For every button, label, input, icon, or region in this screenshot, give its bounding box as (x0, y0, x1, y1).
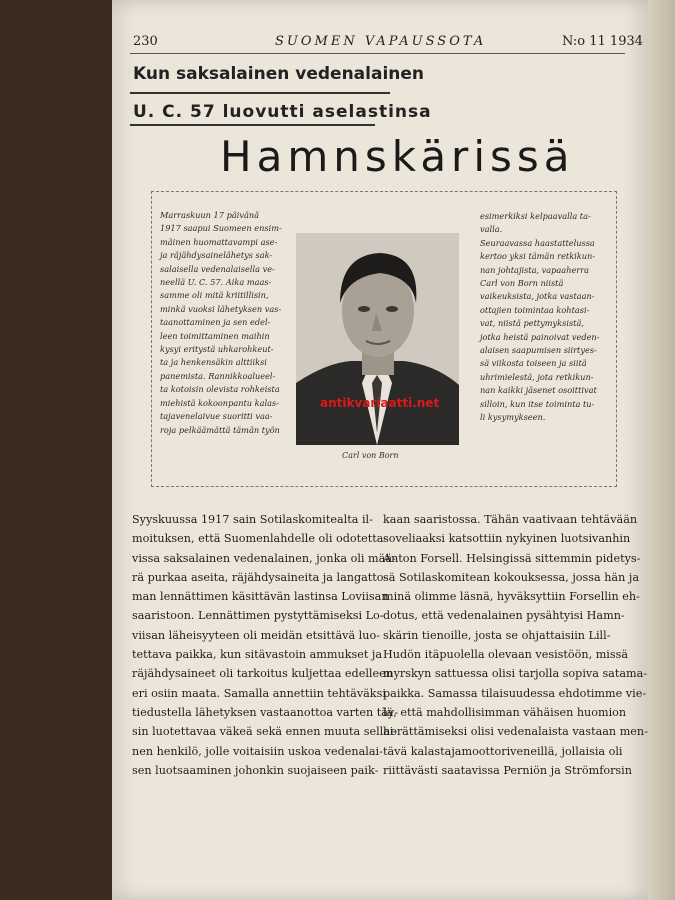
text-line: silloin, kun itse toiminta tu- (480, 398, 595, 409)
text-line: lä, että mahdollisimman vähäisen huomion (383, 705, 627, 719)
text-line: ta ja henkensäkin alttiiksi (160, 357, 267, 368)
text-line: ja räjähdysainelähetys sak- (160, 250, 273, 261)
text-line: ottajien toimintaa kohtasi- (480, 304, 590, 315)
kicker-underline-2 (130, 124, 375, 126)
photo-caption: Carl von Born (342, 451, 399, 460)
text-line: neellä U. C. 57. Aika maas- (160, 277, 272, 288)
text-line: kysyi eritystä uhkarohkeut- (160, 344, 274, 355)
kicker-line-1: Kun saksalainen vedenalainen (133, 64, 425, 84)
text-line: sä Sotilaskomitean kokouksessa, jossa hän ja (383, 570, 640, 584)
text-line: miehistä kokoonpantu kalas- (160, 397, 279, 408)
text-line: li kysymykseen. (480, 412, 546, 423)
text-line: paikka. Samassa tilaisuudessa ehdotimme vie- (383, 686, 647, 700)
text-line: Anton Forsell. Helsingissä sittemmin pidetys- (383, 551, 641, 565)
intro-left-column (160, 209, 300, 437)
article-headline: Hamnskärissä (220, 132, 575, 181)
text-line: 1917 saapui Suomeen ensim- (160, 223, 282, 234)
text-line: nen henkilö, jolle voitaisiin uskoa vedenalai- (132, 744, 383, 758)
text-line: alaisen saapumisen siirtyes- (480, 345, 597, 356)
text-line: dotus, että vedenalainen pysähtyisi Hamn- (383, 609, 625, 623)
text-line: vaikeuksista, jotka vastaan- (480, 291, 595, 302)
text-line: Syyskuussa 1917 sain Sotilaskomitealta il- (132, 513, 373, 526)
text-line: saaristoon. Lennättimen pystyttämiseksi Lo- (132, 609, 384, 623)
text-line: uhrimielestä, jota retkikun- (480, 371, 594, 382)
text-line: jotka heistä painoivat veden- (480, 331, 600, 342)
kicker-line-2: U. C. 57 luovutti aselastinsa (133, 102, 432, 122)
text-line: tettava paikka, kun sitävastoin ammukset ja (132, 648, 383, 662)
text-line: tävä kalastajamoottoriveneillä, jollaisia oli (383, 744, 623, 758)
portrait-photo (296, 233, 459, 445)
text-line: soveliaaksi katsottiin nykyinen luotsivanhin (383, 532, 631, 546)
header-rule (130, 53, 625, 54)
text-line: kertoo yksi tämän retkikun- (480, 251, 596, 262)
text-line: minkä vuoksi lähetyksen vas- (160, 303, 282, 314)
text-line: samme oli mitä kriitillisin, (160, 290, 269, 301)
text-line: rä purkaa aseita, räjähdysaineita ja langatto- (132, 570, 388, 584)
text-line: panemista. Rannikkoalueel- (160, 370, 276, 381)
text-line: riittävästi saatavissa Perniön ja Strömforsin (383, 763, 632, 777)
text-line: sin luotettavaa väkeä sekä ennen muuta sellai- (132, 725, 398, 739)
body-left-column (132, 510, 399, 780)
text-line: salaisella vedenalaisella ve- (160, 263, 275, 274)
text-line: skärin tienoille, josta se ohjattaisiin Lill- (383, 628, 611, 642)
text-line: herättämiseksi olisi vedenalaista vastaan men- (383, 725, 648, 739)
publication-title: SUOMEN VAPAUSSOTA (275, 34, 487, 49)
intro-right-column (480, 210, 610, 425)
text-line: Seuraavassa haastattelussa (480, 237, 595, 248)
text-line: räjähdysaineet oli tarkoitus kuljettaa edelleen (132, 667, 393, 681)
text-line: taanottaminen ja sen edel- (160, 317, 271, 328)
watermark: antikvariaatti.net (320, 396, 440, 410)
text-line: Marraskuun 17 päivänä (160, 210, 259, 220)
text-line: ta kotoisin olevista rohkeista (160, 384, 280, 395)
kicker-underline-1 (130, 92, 390, 94)
text-line: viisan läheisyyteen oli meidän etsittävä luo- (132, 628, 380, 642)
text-line: vat, niistä pettymyksistä, (480, 318, 584, 329)
text-line: sä viikosta toiseen ja siitä (480, 358, 587, 369)
text-line: moituksen, että Suomenlahdelle oli odotetta- (132, 532, 388, 546)
text-line: eri osiin maata. Samalla annettiin tehtäväksi (132, 686, 386, 700)
next-page-edge (648, 0, 675, 900)
text-line: Carl von Born niistä (480, 278, 564, 289)
text-line: kaan saaristossa. Tähän vaativaan tehtävään (383, 513, 638, 526)
text-line: myrskyn sattuessa olisi tarjolla sopiva satama- (383, 667, 648, 681)
text-line: man lennättimen käsittävän lastinsa Loviisan (132, 590, 389, 604)
text-line: Hudön itäpuolella olevaan vesistöön, missä (383, 648, 629, 662)
text-line: roja pelkäämättä tämän työn (160, 424, 280, 435)
text-line: nan johtajista, vapaaherra (480, 264, 590, 275)
text-line: nan kaikki jäsenet osoittivat (480, 385, 597, 396)
text-line: minä olimme läsnä, hyväksyttiin Forsellin eh- (383, 590, 640, 604)
text-line: vissa saksalainen vedenalainen, jonka oli mää- (132, 551, 396, 565)
text-line: esimerkiksi kelpaavalla ta- (480, 211, 591, 221)
body-right-column (383, 510, 648, 780)
text-line: tiedustella lähetyksen vastaanottoa varten täy- (132, 705, 399, 719)
text-line: valla. (480, 224, 503, 235)
issue-label: N:o 11 1934 (562, 34, 644, 49)
text-line: tajavenelaivue suoritti vaa- (160, 411, 273, 422)
text-line: leen toimittaminen maihin (160, 330, 270, 341)
text-line: mäinen huomattavampi ase- (160, 236, 278, 247)
text-line: sen luotsaaminen johonkin suojaiseen paik- (132, 763, 379, 777)
page-number: 230 (133, 34, 158, 49)
